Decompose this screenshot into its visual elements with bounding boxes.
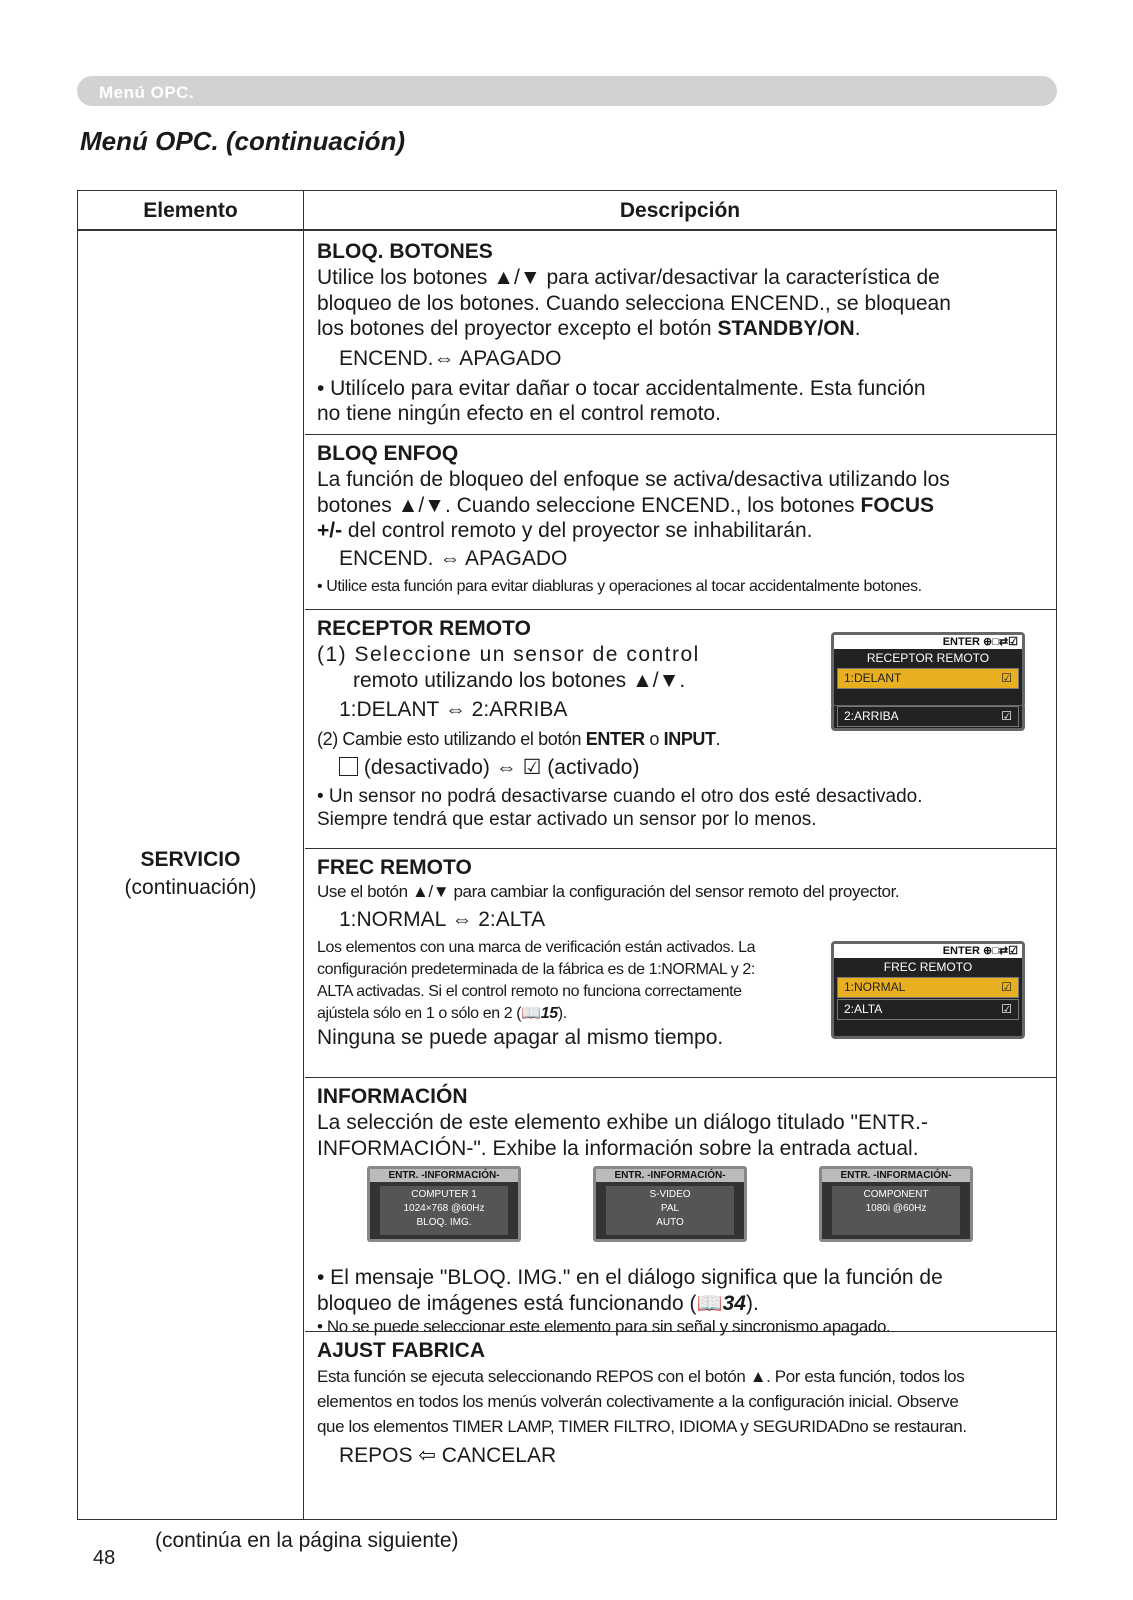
option-values (339, 755, 1046, 781)
section-bloq-enfoq (305, 434, 1056, 609)
note-line: • Un sensor no podrá desactivarse cuando el otro dos esté desactivado. (317, 786, 923, 807)
bold-text: ENTER (585, 729, 645, 749)
text-line (317, 316, 1046, 342)
text-span: . (854, 317, 861, 340)
bold-text: FOCUS (860, 493, 935, 517)
text-line: Ninguna se puede apagar al mismo tiempo. (317, 1026, 724, 1049)
column-header-description: Descripción (303, 191, 1056, 229)
text-span: botones ▲/▼. Cuando seleccione ENCEND., los botones (317, 493, 855, 517)
bold-text: STANDBY/ON (717, 317, 855, 340)
note-line: Los elementos con una marca de verificación están activados. La (317, 939, 756, 956)
checkbox-icon: ☑ (1001, 671, 1012, 685)
screen-row (837, 977, 1019, 998)
section-title: BLOQ. BOTONES (317, 240, 493, 263)
continues-note: (continúa en la página siguiente) (155, 1529, 459, 1552)
section-informacion (305, 1077, 1056, 1336)
text-span: ). (557, 1005, 567, 1022)
note-line: ALTA activadas. Si el control remoto no funciona correctamente (317, 983, 742, 1000)
text-line: elementos en todos los menús volverán colectivamente a la configuración inicial. Observe (317, 1392, 959, 1411)
section-tab-label: Menú OPC. (99, 83, 195, 102)
text-span: (desactivado) ⇔ (363, 756, 517, 779)
screen-row (837, 668, 1019, 689)
section-title: RECEPTOR REMOTO (317, 617, 531, 640)
receptor-remoto-screen-row2 (831, 706, 1025, 731)
screen-header: ENTR. -INFORMACIÓN- (596, 1169, 744, 1182)
text-span: ). (745, 1291, 759, 1315)
screen-line: S-VIDEO (649, 1189, 691, 1200)
screen-line: COMPONENT (863, 1189, 929, 1200)
screen-line: PAL (660, 1203, 680, 1214)
bold-text: +/- (317, 519, 343, 542)
info-screen-component (819, 1166, 973, 1242)
text-line: bloqueo de los botones. Cuando selecciona ENCEND., se bloquean (317, 291, 951, 315)
note-line: • El mensaje "BLOQ. IMG." en el diálogo significa que la función de (317, 1266, 943, 1289)
checkbox-icon: ☑ (1001, 1002, 1012, 1016)
item-subtitle: (continuación) (124, 876, 257, 899)
section-ajust-fabrica (305, 1331, 1056, 1519)
screen-header: ENTER ⊕□⇄☑ (834, 635, 1022, 649)
text-span: (activado) (547, 756, 640, 779)
text-span: . (715, 729, 721, 749)
screen-header: ENTER ⊕□⇄☑ (834, 944, 1022, 958)
screen-header: ENTR. -INFORMACIÓN- (370, 1169, 518, 1182)
step-line: (1) Seleccione un sensor de control (317, 643, 700, 666)
section-title: BLOQ ENFOQ (317, 442, 459, 465)
screen-row-label: 1:NORMAL (844, 980, 906, 994)
screen-row (837, 999, 1019, 1020)
page-reference: 34 (722, 1291, 746, 1315)
note-line: • Utilice esta función para evitar diabluras y operaciones al tocar accidentalmente botones. (317, 577, 922, 595)
screen-row-label: 2:ALTA (844, 1002, 883, 1016)
section-title: INFORMACIÓN (317, 1085, 468, 1108)
page-title: Menú OPC. (continuación) (80, 126, 405, 156)
option-values: ENCEND. ⇔ APAGADO (339, 546, 568, 570)
text-line (317, 493, 1046, 519)
section-receptor-remoto (305, 609, 1056, 848)
checkbox-icon: ☑ (1001, 980, 1012, 994)
book-icon: 📖 (521, 1005, 541, 1022)
bold-text: INPUT (663, 729, 716, 749)
text-line: Use el botón ▲/▼ para cambiar la configuración del sensor remoto del proyector. (317, 882, 900, 901)
unchecked-box-icon (339, 757, 358, 776)
note-line: Siempre tendrá que estar activado un sensor por lo menos. (317, 809, 817, 830)
note-line: configuración predeterminada de la fábrica es de 1:NORMAL y 2: (317, 961, 755, 978)
info-screen-computer (367, 1166, 521, 1242)
option-values: 1:DELANT ⇔ 2:ARRIBA (339, 698, 568, 721)
screen-line: 1024×768 @60Hz (403, 1203, 485, 1214)
note-line: no tiene ningún efecto en el control remoto. (317, 402, 721, 425)
section-frec-remoto (305, 848, 1056, 1077)
text-span: bloqueo de imágenes está funcionando ( (317, 1291, 697, 1315)
step-line: remoto utilizando los botones ▲/▼. (353, 668, 686, 692)
page-number: 48 (93, 1547, 116, 1569)
text-span: o (644, 729, 664, 749)
text-line: La función de bloqueo del enfoque se activa/desactiva utilizando los (317, 468, 950, 491)
section-title: AJUST FABRICA (317, 1339, 486, 1362)
checkbox-icon: ☑ (1001, 709, 1012, 723)
note-line: • Utilícelo para evitar dañar o tocar accidentalmente. Esta función (317, 376, 926, 400)
option-values: REPOS ⇦ CANCELAR (339, 1444, 557, 1467)
text-line (317, 518, 1046, 544)
screen-row-label: 1:DELANT (844, 671, 902, 685)
column-divider (303, 229, 304, 1519)
screen-body (380, 1186, 508, 1235)
receptor-remoto-screen (831, 632, 1025, 708)
item-name: SERVICIO (140, 848, 241, 871)
header-divider (78, 230, 1056, 231)
note-line (317, 1291, 1046, 1317)
checked-box-icon: ☑ (522, 756, 542, 779)
section-title: FREC REMOTO (317, 856, 472, 879)
screen-body (606, 1186, 734, 1235)
text-line: Esta función se ejecuta seleccionando REPOS con el botón ▲. Por esta función, todos los (317, 1367, 965, 1386)
text-line: Utilice los botones ▲/▼ para activar/desactivar la característica de (317, 266, 940, 289)
screen-line: AUTO (656, 1217, 684, 1228)
table-header (78, 191, 1056, 230)
text-line: que los elementos TIMER LAMP, TIMER FILTRO, IDIOMA y SEGURIDADno se restauran. (317, 1417, 967, 1436)
text-span: (2) Cambie esto utilizando el botón (317, 729, 582, 749)
section-bloq-botones (305, 233, 1056, 433)
frec-remoto-screen (831, 941, 1025, 1039)
screen-header: ENTR. -INFORMACIÓN- (822, 1169, 970, 1182)
screen-title: RECEPTOR REMOTO (866, 651, 990, 665)
note-line: • No se puede seleccionar este elemento para sin señal y sincronismo apagado. (317, 1317, 891, 1336)
text-line: La selección de este elemento exhibe un diálogo titulado "ENTR.- (317, 1111, 928, 1134)
screen-title: FREC REMOTO (883, 960, 973, 974)
text-span: ajústela sólo en 1 o sólo en 2 ( (317, 1005, 522, 1022)
screen-line: 1080i @60Hz (865, 1203, 927, 1214)
option-values: ENCEND.⇔ APAGADO (339, 346, 562, 370)
book-icon: 📖 (696, 1291, 723, 1315)
screen-line: BLOQ. IMG. (416, 1217, 472, 1228)
text-span: los botones del proyector excepto el botón (317, 317, 712, 340)
text-span: del control remoto y del proyector se inhabilitarán. (342, 519, 813, 542)
text-line: INFORMACIÓN-". Exhibe la información sobre la entrada actual. (317, 1136, 919, 1160)
page-reference: 15 (540, 1005, 558, 1022)
screen-row-label: 2:ARRIBA (844, 709, 899, 723)
column-header-item: Elemento (143, 199, 238, 222)
screen-line: COMPUTER 1 (411, 1189, 477, 1200)
screen-row (837, 706, 1019, 727)
option-values: 1:NORMAL ⇔ 2:ALTA (339, 908, 546, 931)
menu-table (77, 190, 1057, 1520)
info-screen-svideo (593, 1166, 747, 1242)
screen-body (832, 1186, 960, 1235)
item-cell (78, 846, 303, 902)
section-tab-bar (77, 76, 1057, 106)
